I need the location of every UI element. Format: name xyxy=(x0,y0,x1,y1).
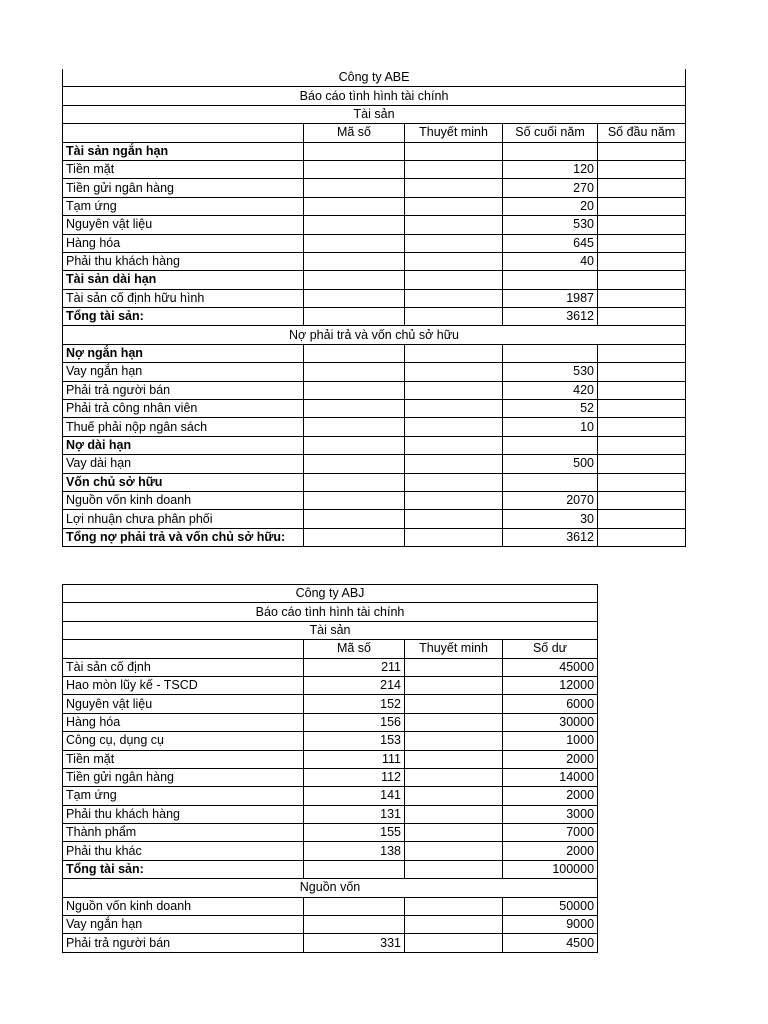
row-code xyxy=(304,289,405,307)
row-label: Vay dài hạn xyxy=(63,455,304,473)
row-label: Nguồn vốn kinh doanh xyxy=(63,897,304,915)
row-value-start xyxy=(598,363,686,381)
company-name: Công ty ABE xyxy=(63,69,686,87)
table-row xyxy=(63,308,686,326)
row-label: Tiền gửi ngân hàng xyxy=(63,768,304,786)
row-note xyxy=(405,418,503,436)
row-note xyxy=(405,510,503,528)
row-value-end: 120 xyxy=(503,160,598,178)
row-label: Nợ ngắn hạn xyxy=(63,344,304,362)
row-label: Tài sản cố định xyxy=(63,658,304,676)
row-label: Tài sản dài hạn xyxy=(63,271,304,289)
column-header: Số cuối năm xyxy=(503,124,598,142)
header-row xyxy=(63,640,598,658)
table-row xyxy=(63,491,686,509)
row-value-end: 20 xyxy=(503,197,598,215)
row-value-start xyxy=(598,491,686,509)
row-value-start xyxy=(598,381,686,399)
row-label: Tài sản ngắn hạn xyxy=(63,142,304,160)
row-code: 141 xyxy=(304,787,405,805)
table-row xyxy=(63,860,598,878)
row-value-start xyxy=(598,308,686,326)
row-code xyxy=(304,179,405,197)
row-label: Tài sản cố định hữu hình xyxy=(63,289,304,307)
row-note xyxy=(405,860,503,878)
row-label: Tổng nợ phải trả và vốn chủ sở hữu: xyxy=(63,528,304,546)
row-label: Vay ngắn hạn xyxy=(63,363,304,381)
column-header: Số dư xyxy=(503,640,598,658)
row-label: Hàng hóa xyxy=(63,234,304,252)
row-note xyxy=(405,308,503,326)
row-code xyxy=(304,455,405,473)
row-note xyxy=(405,805,503,823)
row-value-end xyxy=(503,473,598,491)
table-row xyxy=(63,916,598,934)
row-label: Hao mòn lũy kế - TSCD xyxy=(63,676,304,694)
row-code xyxy=(304,252,405,270)
row-label: Nợ dài hạn xyxy=(63,436,304,454)
report-title: Báo cáo tình hình tài chính xyxy=(63,87,686,105)
row-value-balance: 6000 xyxy=(503,695,598,713)
row-label: Phải trả người bán xyxy=(63,381,304,399)
row-label: Vay ngắn hạn xyxy=(63,916,304,934)
row-code xyxy=(304,344,405,362)
row-label: Công cụ, dụng cụ xyxy=(63,732,304,750)
row-note xyxy=(405,916,503,934)
row-value-start xyxy=(598,142,686,160)
row-label: Phải thu khách hàng xyxy=(63,805,304,823)
row-label: Nguyên vật liệu xyxy=(63,695,304,713)
row-label: Tổng tài sản: xyxy=(63,860,304,878)
table-row xyxy=(63,842,598,860)
row-label: Phải thu khác xyxy=(63,842,304,860)
table-row xyxy=(63,805,598,823)
table-row xyxy=(63,732,598,750)
row-code: 331 xyxy=(304,934,405,952)
row-value-start xyxy=(598,400,686,418)
row-value-start xyxy=(598,160,686,178)
table-row xyxy=(63,676,598,694)
row-code xyxy=(304,363,405,381)
row-code xyxy=(304,916,405,934)
row-note xyxy=(405,676,503,694)
row-label: Tạm ứng xyxy=(63,787,304,805)
row-value-start xyxy=(598,455,686,473)
company-name: Công ty ABJ xyxy=(63,585,598,603)
column-header xyxy=(63,124,304,142)
row-code xyxy=(304,197,405,215)
row-value-end xyxy=(503,436,598,454)
row-note xyxy=(405,750,503,768)
table-row xyxy=(63,510,686,528)
row-value-end: 500 xyxy=(503,455,598,473)
column-header: Mã số xyxy=(304,640,405,658)
table-row xyxy=(63,289,686,307)
row-value-end: 10 xyxy=(503,418,598,436)
row-value-balance: 3000 xyxy=(503,805,598,823)
row-value-balance: 14000 xyxy=(503,768,598,786)
row-value-balance: 1000 xyxy=(503,732,598,750)
table-row xyxy=(63,160,686,178)
row-note xyxy=(405,824,503,842)
row-value-start xyxy=(598,216,686,234)
row-code xyxy=(304,142,405,160)
table-row xyxy=(63,436,686,454)
table-row xyxy=(63,824,598,842)
row-code xyxy=(304,418,405,436)
table-row xyxy=(63,695,598,713)
row-label: Tạm ứng xyxy=(63,197,304,215)
row-label: Hàng hóa xyxy=(63,713,304,731)
row-note xyxy=(405,455,503,473)
section-heading: Nguồn vốn xyxy=(63,879,598,897)
row-note xyxy=(405,381,503,399)
row-value-start xyxy=(598,234,686,252)
row-note xyxy=(405,787,503,805)
row-label: Tổng tài sản: xyxy=(63,308,304,326)
table-row xyxy=(63,713,598,731)
row-value-end: 30 xyxy=(503,510,598,528)
row-code xyxy=(304,528,405,546)
row-value-start xyxy=(598,418,686,436)
row-value-start xyxy=(598,271,686,289)
row-label: Phải trả công nhân viên xyxy=(63,400,304,418)
row-value-start xyxy=(598,344,686,362)
column-header: Thuyết minh xyxy=(405,124,503,142)
row-note xyxy=(405,400,503,418)
row-label: Nguyên vật liệu xyxy=(63,216,304,234)
row-value-balance: 4500 xyxy=(503,934,598,952)
row-value-balance: 2000 xyxy=(503,787,598,805)
row-value-balance: 45000 xyxy=(503,658,598,676)
row-label: Lợi nhuận chưa phân phối xyxy=(63,510,304,528)
row-code xyxy=(304,436,405,454)
company-row xyxy=(63,69,686,87)
row-note xyxy=(405,842,503,860)
row-code xyxy=(304,381,405,399)
table-row xyxy=(63,271,686,289)
row-note xyxy=(405,363,503,381)
row-code xyxy=(304,510,405,528)
row-note xyxy=(405,768,503,786)
row-note xyxy=(405,197,503,215)
table-row xyxy=(63,787,598,805)
row-value-start xyxy=(598,289,686,307)
row-value-start xyxy=(598,473,686,491)
row-code xyxy=(304,897,405,915)
row-value-end: 52 xyxy=(503,400,598,418)
row-code: 112 xyxy=(304,768,405,786)
report-abj-table xyxy=(62,584,598,953)
row-note xyxy=(405,142,503,160)
row-label: Tiền mặt xyxy=(63,160,304,178)
row-code: 214 xyxy=(304,676,405,694)
table-row xyxy=(63,455,686,473)
report-title: Báo cáo tình hình tài chính xyxy=(63,603,598,621)
table-row xyxy=(63,418,686,436)
row-value-balance: 7000 xyxy=(503,824,598,842)
row-code xyxy=(304,473,405,491)
row-code: 211 xyxy=(304,658,405,676)
row-label: Tiền mặt xyxy=(63,750,304,768)
column-header xyxy=(63,640,304,658)
company-row xyxy=(63,585,598,603)
row-note xyxy=(405,252,503,270)
title-row xyxy=(63,603,598,621)
table-row xyxy=(63,750,598,768)
row-value-balance: 50000 xyxy=(503,897,598,915)
table-row xyxy=(63,234,686,252)
header-row xyxy=(63,124,686,142)
row-label: Phải trả người bán xyxy=(63,934,304,952)
section-row xyxy=(63,326,686,344)
row-value-start xyxy=(598,528,686,546)
row-code xyxy=(304,400,405,418)
table-row xyxy=(63,528,686,546)
row-code: 152 xyxy=(304,695,405,713)
row-value-end xyxy=(503,344,598,362)
table-row xyxy=(63,252,686,270)
row-note xyxy=(405,732,503,750)
row-value-end: 2070 xyxy=(503,491,598,509)
table-row xyxy=(63,344,686,362)
row-note xyxy=(405,289,503,307)
column-header: Mã số xyxy=(304,124,405,142)
title-row xyxy=(63,87,686,105)
section-row xyxy=(63,879,598,897)
row-note xyxy=(405,695,503,713)
table-row xyxy=(63,658,598,676)
table-row xyxy=(63,179,686,197)
column-header: Số đầu năm xyxy=(598,124,686,142)
row-value-balance: 100000 xyxy=(503,860,598,878)
row-code xyxy=(304,160,405,178)
row-code: 153 xyxy=(304,732,405,750)
row-code xyxy=(304,216,405,234)
row-value-start xyxy=(598,436,686,454)
row-value-start xyxy=(598,252,686,270)
row-note xyxy=(405,658,503,676)
table-row xyxy=(63,768,598,786)
section-heading: Nợ phải trả và vốn chủ sở hữu xyxy=(63,326,686,344)
row-label: Thành phẩm xyxy=(63,824,304,842)
row-value-end: 3612 xyxy=(503,308,598,326)
row-code xyxy=(304,234,405,252)
row-value-end: 40 xyxy=(503,252,598,270)
row-note xyxy=(405,179,503,197)
row-value-balance: 30000 xyxy=(503,713,598,731)
row-note xyxy=(405,934,503,952)
row-value-end: 530 xyxy=(503,216,598,234)
row-value-start xyxy=(598,179,686,197)
row-label: Nguồn vốn kinh doanh xyxy=(63,491,304,509)
row-code: 138 xyxy=(304,842,405,860)
table-row xyxy=(63,142,686,160)
row-value-end: 1987 xyxy=(503,289,598,307)
row-label: Phải thu khách hàng xyxy=(63,252,304,270)
report-abe-table xyxy=(62,69,686,547)
row-label: Thuế phải nộp ngân sách xyxy=(63,418,304,436)
table-row xyxy=(63,216,686,234)
row-note xyxy=(405,271,503,289)
row-value-balance: 9000 xyxy=(503,916,598,934)
row-note xyxy=(405,473,503,491)
row-value-end: 3612 xyxy=(503,528,598,546)
row-value-start xyxy=(598,510,686,528)
row-code: 131 xyxy=(304,805,405,823)
row-label: Tiền gửi ngân hàng xyxy=(63,179,304,197)
row-value-end xyxy=(503,142,598,160)
row-label: Vốn chủ sở hữu xyxy=(63,473,304,491)
table-row xyxy=(63,197,686,215)
section-row xyxy=(63,105,686,123)
row-code: 155 xyxy=(304,824,405,842)
row-note xyxy=(405,436,503,454)
table-row xyxy=(63,363,686,381)
section-row xyxy=(63,621,598,639)
section-assets-heading: Tài sản xyxy=(63,621,598,639)
row-note xyxy=(405,491,503,509)
row-value-balance: 2000 xyxy=(503,842,598,860)
row-note xyxy=(405,160,503,178)
row-value-balance: 12000 xyxy=(503,676,598,694)
row-value-end: 645 xyxy=(503,234,598,252)
row-code: 156 xyxy=(304,713,405,731)
row-note xyxy=(405,344,503,362)
row-note xyxy=(405,216,503,234)
row-value-end xyxy=(503,271,598,289)
table-row xyxy=(63,381,686,399)
row-code xyxy=(304,491,405,509)
section-assets-heading: Tài sản xyxy=(63,105,686,123)
row-code xyxy=(304,308,405,326)
row-note xyxy=(405,528,503,546)
row-note xyxy=(405,713,503,731)
row-code xyxy=(304,860,405,878)
row-note xyxy=(405,234,503,252)
row-value-end: 270 xyxy=(503,179,598,197)
table-row xyxy=(63,400,686,418)
table-row xyxy=(63,934,598,952)
row-value-balance: 2000 xyxy=(503,750,598,768)
row-value-end: 420 xyxy=(503,381,598,399)
row-note xyxy=(405,897,503,915)
row-code xyxy=(304,271,405,289)
table-row xyxy=(63,473,686,491)
table-row xyxy=(63,897,598,915)
column-header: Thuyết minh xyxy=(405,640,503,658)
row-code: 111 xyxy=(304,750,405,768)
row-value-start xyxy=(598,197,686,215)
row-value-end: 530 xyxy=(503,363,598,381)
